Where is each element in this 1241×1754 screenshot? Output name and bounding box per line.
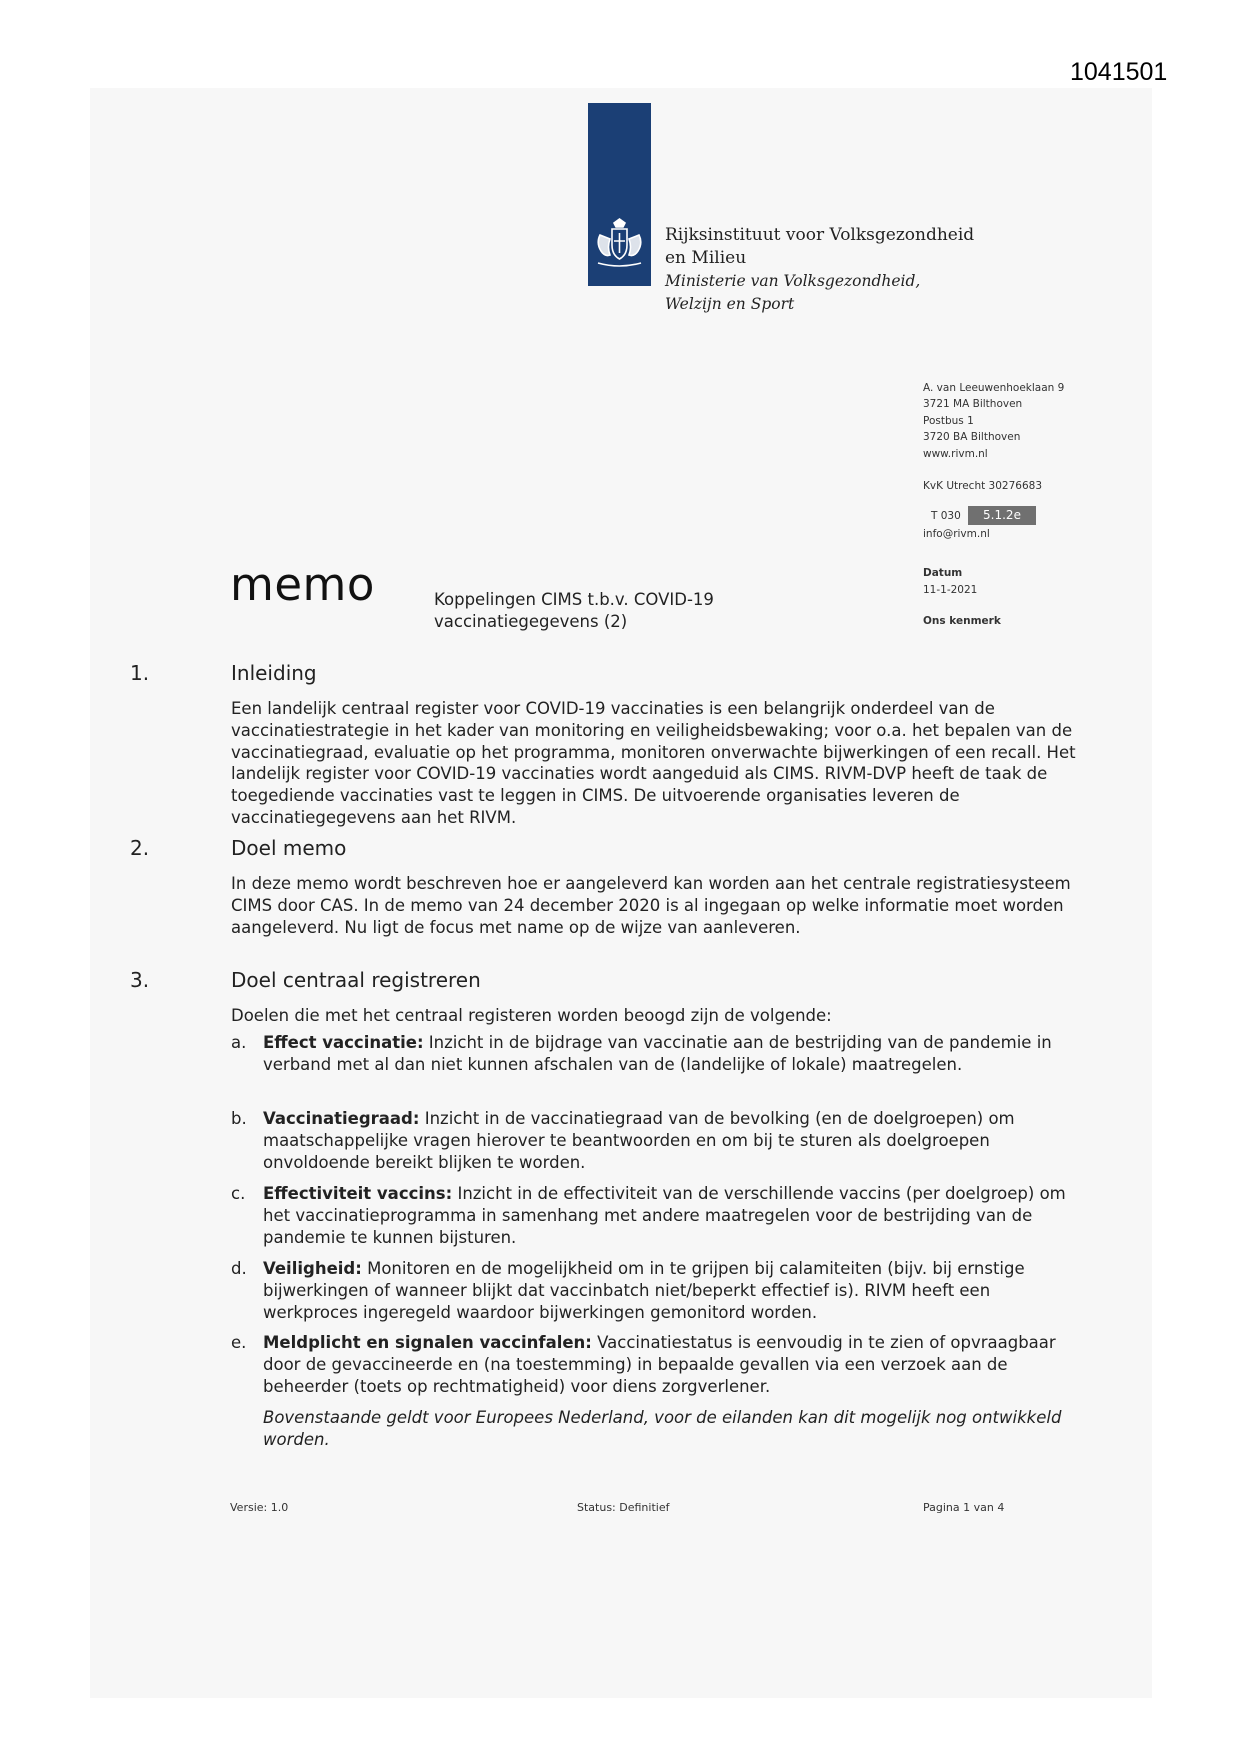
section-body: Doelen die met het centraal registeren worden beoogd zijn de volgende:	[231, 1006, 832, 1025]
list-item-term: Meldplicht en signalen vaccinfalen:	[263, 1333, 592, 1352]
list-item-text: Inzicht in de vaccinatiegraad van de bevolking (en de doelgroepen) om maatschappelijke vragen hierover te beantwoorden en om bij te sturen als doelgroepen onvoldoende bereikt blijken te worden.	[263, 1109, 1015, 1172]
section-title: Inleiding	[231, 661, 317, 685]
footer-page-number: Pagina 1 van 4	[923, 1501, 1005, 1514]
royal-crest-icon	[592, 217, 647, 271]
footer-status: Status: Definitief	[577, 1501, 670, 1514]
section-number: 2.	[130, 836, 150, 860]
section-number: 1.	[130, 661, 150, 685]
list-item-term: Vaccinatiegraad:	[263, 1109, 420, 1128]
list-item-letter: b.	[231, 1109, 247, 1128]
memo-subject: Koppelingen CIMS t.b.v. COVID-19 vaccinatiegegevens (2)	[434, 590, 714, 631]
list-item-letter: c.	[231, 1184, 246, 1203]
section-number: 3.	[130, 968, 150, 992]
section-body: In deze memo wordt beschreven hoe er aangeleverd kan worden aan het centrale registratiesysteem CIMS door CAS. In de memo van 24 december 2020 is al ingegaan op welke informatie moet worden aangeleverd. Nu ligt de focus met name op de wijze van aanleveren.	[231, 874, 1071, 937]
ministry-line-1: Ministerie van Volksgezondheid,	[665, 272, 921, 290]
list-item-text: Monitoren en de mogelijkheid om in te grijpen bij calamiteiten (bijv. bij ernstige bijwerkingen of wanneer blijkt dat vaccinbatch niet/beperkt effectief is). RIVM heeft een werkproces ingeregeld waardoor bijwerkingen gemonitord worden.	[263, 1259, 1025, 1322]
section-title: Doel memo	[231, 836, 347, 860]
organization-line-1: Rijksinstituut voor Volksgezondheid	[665, 225, 975, 245]
list-item-term: Effect vaccinatie:	[263, 1033, 424, 1052]
address-kvk: KvK Utrecht 30276683	[923, 480, 1042, 493]
date-value: 11-1-2021	[923, 584, 978, 596]
organization-line-2: en Milieu	[665, 248, 747, 268]
phone-row	[923, 506, 1093, 526]
address-postal-city: 3721 MA Bilthoven	[923, 398, 1023, 411]
footer-version: Versie: 1.0	[230, 1501, 289, 1514]
ministry-line-2: Welzijn en Sport	[665, 295, 795, 313]
list-item-letter: a.	[231, 1033, 247, 1052]
reference-label: Ons kenmerk	[923, 615, 1001, 627]
list-item-text: Inzicht in de effectiviteit van de verschillende vaccins (per doelgroep) om het vaccinatieprogramma in samenhang met andere maatregelen voor de bestrijding van de pandemie te kunnen bijsturen.	[263, 1184, 1066, 1247]
list-item-text: Inzicht in de bijdrage van vaccinatie aan de bestrijding van de pandemie in verband met al dan niet kunnen afschalen van de (landelijke of lokale) maatregelen.	[263, 1033, 1052, 1074]
government-logo	[588, 103, 651, 286]
list-item-letter: d.	[231, 1259, 247, 1278]
scope-note: Bovenstaande geldt voor Europees Nederland, voor de eilanden kan dit mogelijk nog ontwikkeld worden.	[263, 1408, 1062, 1449]
address-po-box: Postbus 1	[923, 414, 974, 427]
address-website: www.rivm.nl	[923, 447, 988, 460]
list-item-term: Effectiviteit vaccins:	[263, 1184, 453, 1203]
section-title: Doel centraal registreren	[231, 968, 481, 992]
memo-label: memo	[230, 558, 375, 611]
address-block	[923, 380, 1093, 543]
address-street: A. van Leeuwenhoeklaan 9	[923, 382, 1065, 394]
section-body: Een landelijk centraal register voor COVID-19 vaccinaties is een belangrijk onderdeel van de vaccinatiestrategie in het kader van monitoring en veiligheidsbewaking; voor o.a. het bepalen van de vaccinatiegraad, evaluatie op het programma, monitoren onverwachte bijwerkingen of een recall. Het landelijk register voor COVID-19 vaccinaties wordt aangeduid als CIMS. RIVM-DVP heeft de taak de toegediende vaccinaties vast te leggen in CIMS. De uitvoerende organisaties leveren de vaccinatiegegevens aan het RIVM.	[231, 699, 1076, 827]
list-item-term: Veiligheid:	[263, 1259, 362, 1278]
phone-prefix: T 030	[931, 510, 961, 523]
list-item-letter: e.	[231, 1333, 247, 1352]
list-item-text: Vaccinatiestatus is eenvoudig in te zien of opvraagbaar door de gevaccineerde en (na toestemming) in bepaalde gevallen via een verzoek aan de beheerder (toets op rechtmatigheid) voor diens zorgverlener.	[263, 1333, 1056, 1396]
document-number: 1041501	[1070, 58, 1168, 86]
redaction-box: 5.1.2e	[968, 506, 1036, 525]
address-po-postal-city: 3720 BA Bilthoven	[923, 431, 1021, 444]
address-email: info@rivm.nl	[923, 528, 990, 541]
date-label: Datum	[923, 567, 963, 579]
organization-name	[665, 224, 974, 316]
